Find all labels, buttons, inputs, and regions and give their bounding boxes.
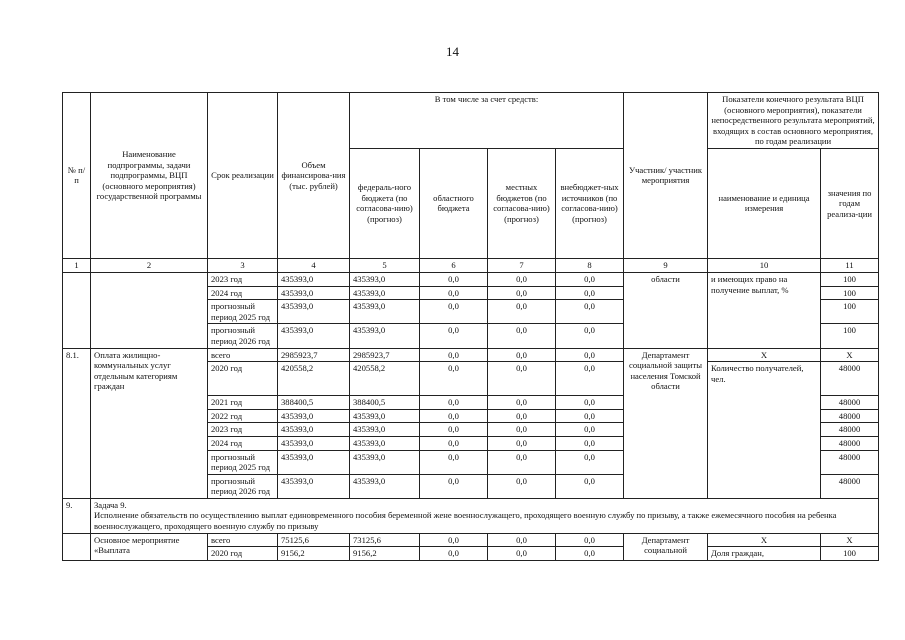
total-cell: 435393,0 [278, 474, 350, 498]
local-cell: 0,0 [488, 547, 556, 561]
indicator-x-cell: Х [708, 533, 821, 547]
extrabudget-cell: 0,0 [556, 348, 624, 362]
value-cell: 48000 [821, 436, 879, 450]
header-participant: Участник/ участник мероприятия [624, 93, 708, 259]
local-cell: 0,0 [488, 423, 556, 437]
extrabudget-cell: 0,0 [556, 409, 624, 423]
header-indicator-name: наименование и единица измерения [708, 148, 821, 258]
regional-cell: 0,0 [420, 348, 488, 362]
extrabudget-cell: 0,0 [556, 474, 624, 498]
local-cell: 0,0 [488, 436, 556, 450]
federal-cell: 388400,5 [350, 396, 420, 410]
task-row [63, 498, 879, 533]
local-cell: 0,0 [488, 409, 556, 423]
header-regional: областного бюджета [420, 148, 488, 258]
value-cell: 48000 [821, 423, 879, 437]
col-number: 11 [821, 258, 879, 272]
header-period: Срок реализации [208, 93, 278, 259]
header-indicator-values: значения по годам реализа-ции [821, 148, 879, 258]
extrabudget-cell: 0,0 [556, 423, 624, 437]
value-cell: 48000 [821, 450, 879, 474]
page-number: 14 [446, 44, 459, 59]
total-cell: 435393,0 [278, 286, 350, 300]
regional-cell: 0,0 [420, 409, 488, 423]
federal-cell: 435393,0 [350, 436, 420, 450]
federal-cell: 435393,0 [350, 272, 420, 286]
col-number: 5 [350, 258, 420, 272]
federal-cell: 435393,0 [350, 474, 420, 498]
participant-cell: области [624, 272, 708, 348]
federal-cell: 73125,6 [350, 533, 420, 547]
extrabudget-cell: 0,0 [556, 547, 624, 561]
participant-cell: Департамент социальной [624, 533, 708, 560]
federal-cell: 9156,2 [350, 547, 420, 561]
regional-cell: 0,0 [420, 286, 488, 300]
extrabudget-cell: 0,0 [556, 396, 624, 410]
total-cell: 435393,0 [278, 423, 350, 437]
task-text: Исполнение обязательств по осуществлению выплат единовременного пособия беременной жене военнослужащего, проходящего военную службу по призыву, а также ежемесячного пособия на ребенка военнослужащего, проходящего военную службу по призыву [94, 510, 837, 532]
regional-cell: 0,0 [420, 423, 488, 437]
header-federal: федераль-ного бюджета (по согласова-нию) (прогноз) [350, 148, 420, 258]
value-cell: 48000 [821, 474, 879, 498]
value-cell: 100 [821, 547, 879, 561]
local-cell: 0,0 [488, 362, 556, 396]
local-cell: 0,0 [488, 300, 556, 324]
program-table [62, 92, 879, 561]
value-cell: 48000 [821, 362, 879, 396]
period-cell: 2020 год [208, 362, 278, 396]
header-num: № п/п [63, 93, 91, 259]
period-cell: всего [208, 533, 278, 547]
regional-cell: 0,0 [420, 436, 488, 450]
local-cell: 0,0 [488, 396, 556, 410]
federal-cell: 2985923,7 [350, 348, 420, 362]
indicator-cell: Количество получателей, чел. [708, 362, 821, 499]
col-number: 1 [63, 258, 91, 272]
extrabudget-cell: 0,0 [556, 286, 624, 300]
period-cell: прогнозный период 2025 год [208, 450, 278, 474]
table-row [63, 348, 879, 362]
federal-cell: 435393,0 [350, 286, 420, 300]
total-cell: 435393,0 [278, 409, 350, 423]
total-cell: 435393,0 [278, 450, 350, 474]
local-cell: 0,0 [488, 324, 556, 348]
total-cell: 2985923,7 [278, 348, 350, 362]
regional-cell: 0,0 [420, 474, 488, 498]
period-cell: 2022 год [208, 409, 278, 423]
federal-cell: 435393,0 [350, 324, 420, 348]
period-cell: 2023 год [208, 423, 278, 437]
extrabudget-cell: 0,0 [556, 533, 624, 547]
period-cell: всего [208, 348, 278, 362]
value-cell: 48000 [821, 409, 879, 423]
regional-cell: 0,0 [420, 450, 488, 474]
measure-name: Основное мероприятие «Выплата [91, 533, 208, 560]
federal-cell: 435393,0 [350, 450, 420, 474]
table-row [63, 272, 879, 286]
measure-name: Оплата жилищно-коммунальных услуг отдельным категориям граждан [91, 348, 208, 498]
extrabudget-cell: 0,0 [556, 272, 624, 286]
value-cell: 100 [821, 286, 879, 300]
indicator-cell: и имеющих право на получение выплат, % [708, 272, 821, 348]
period-cell: 2020 год [208, 547, 278, 561]
total-cell: 435393,0 [278, 300, 350, 324]
local-cell: 0,0 [488, 348, 556, 362]
total-cell: 75125,6 [278, 533, 350, 547]
col-number: 10 [708, 258, 821, 272]
regional-cell: 0,0 [420, 547, 488, 561]
extrabudget-cell: 0,0 [556, 450, 624, 474]
regional-cell: 0,0 [420, 533, 488, 547]
federal-cell: 435393,0 [350, 300, 420, 324]
table-row [63, 533, 879, 547]
column-numbers-row [63, 258, 879, 272]
header-volume: Объем финансирова-ния (тыс. рублей) [278, 93, 350, 259]
period-cell: прогнозный период 2025 год [208, 300, 278, 324]
extrabudget-cell: 0,0 [556, 436, 624, 450]
period-cell: 2024 год [208, 436, 278, 450]
participant-cell: Департамент социальной защиты населения Томской области [624, 348, 708, 498]
regional-cell: 0,0 [420, 272, 488, 286]
regional-cell: 0,0 [420, 362, 488, 396]
col-number: 6 [420, 258, 488, 272]
row-number: 9. [63, 498, 91, 533]
extrabudget-cell: 0,0 [556, 362, 624, 396]
total-cell: 420558,2 [278, 362, 350, 396]
local-cell: 0,0 [488, 533, 556, 547]
period-cell: прогнозный период 2026 год [208, 324, 278, 348]
value-cell: 48000 [821, 396, 879, 410]
regional-cell: 0,0 [420, 396, 488, 410]
empty-cell [63, 533, 91, 560]
col-number: 3 [208, 258, 278, 272]
value-cell: 100 [821, 272, 879, 286]
federal-cell: 420558,2 [350, 362, 420, 396]
federal-cell: 435393,0 [350, 409, 420, 423]
task-title: Задача 9. [94, 499, 127, 510]
value-x-cell: Х [821, 533, 879, 547]
total-cell: 435393,0 [278, 436, 350, 450]
header-funds-group: В том числе за счет средств: [350, 93, 624, 149]
regional-cell: 0,0 [420, 300, 488, 324]
col-number: 7 [488, 258, 556, 272]
regional-cell: 0,0 [420, 324, 488, 348]
period-cell: 2021 год [208, 396, 278, 410]
col-number: 2 [91, 258, 208, 272]
extrabudget-cell: 0,0 [556, 300, 624, 324]
row-number: 8.1. [63, 348, 91, 498]
value-cell: 100 [821, 324, 879, 348]
period-cell: 2023 год [208, 272, 278, 286]
value-cell: 100 [821, 300, 879, 324]
empty-cell [63, 272, 91, 348]
local-cell: 0,0 [488, 450, 556, 474]
period-cell: прогнозный период 2026 год [208, 474, 278, 498]
local-cell: 0,0 [488, 272, 556, 286]
indicator-x-cell: Х [708, 348, 821, 362]
local-cell: 0,0 [488, 474, 556, 498]
total-cell: 435393,0 [278, 272, 350, 286]
task-description [91, 498, 879, 533]
period-cell: 2024 год [208, 286, 278, 300]
header-indicators-group: Показатели конечного результата ВЦП (основного мероприятия), показатели непосредственного результата мероприятий, входящих в состав основного мероприятия, по годам реализации [708, 93, 879, 149]
federal-cell: 435393,0 [350, 423, 420, 437]
local-cell: 0,0 [488, 286, 556, 300]
value-x-cell: Х [821, 348, 879, 362]
total-cell: 9156,2 [278, 547, 350, 561]
total-cell: 435393,0 [278, 324, 350, 348]
empty-cell [91, 272, 208, 348]
header-extrabudget: внебюджет-ных источников (по согласова-нию) (прогноз) [556, 148, 624, 258]
indicator-cell: Доля граждан, [708, 547, 821, 561]
header-name: Наименование подпрограммы, задачи подпрограммы, ВЦП (основного мероприятия) государственной программы [91, 93, 208, 259]
col-number: 9 [624, 258, 708, 272]
col-number: 8 [556, 258, 624, 272]
header-local: местных бюджетов (по согласова-нию) (прогноз) [488, 148, 556, 258]
col-number: 4 [278, 258, 350, 272]
total-cell: 388400,5 [278, 396, 350, 410]
extrabudget-cell: 0,0 [556, 324, 624, 348]
